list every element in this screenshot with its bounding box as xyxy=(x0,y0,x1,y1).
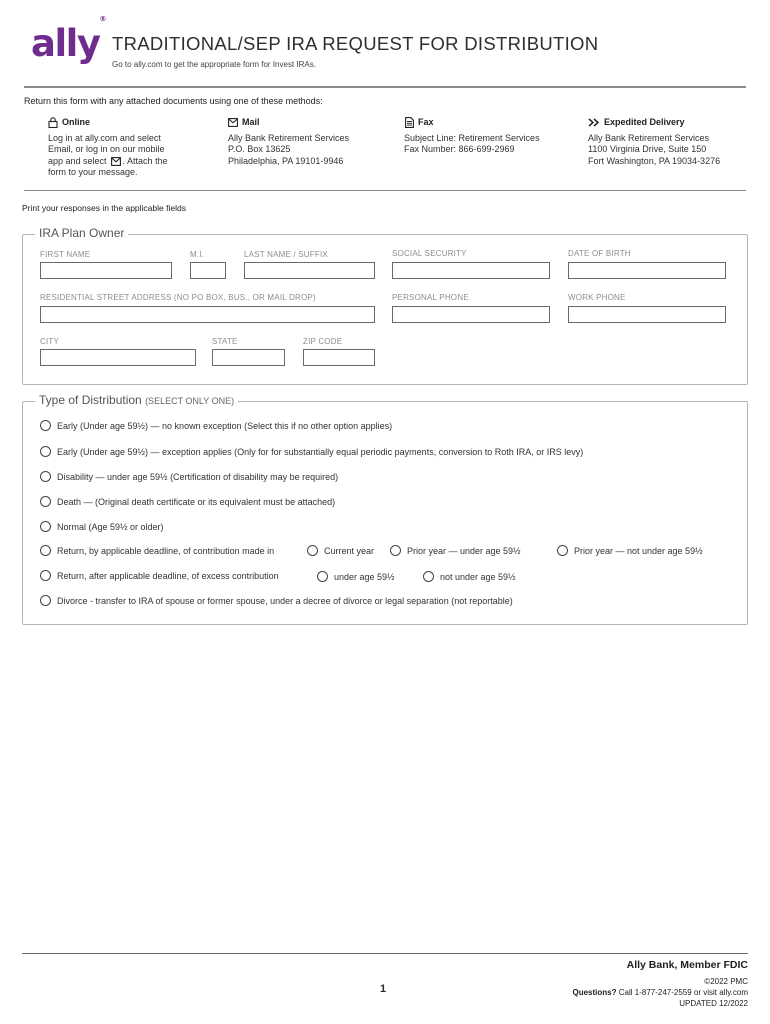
radio-button[interactable] xyxy=(557,545,568,556)
method-line: Email, or log in on our mobile xyxy=(48,144,165,154)
footer-bank: Ally Bank, Member FDIC xyxy=(626,959,748,971)
double-chevron-icon xyxy=(588,118,600,128)
address-label: RESIDENTIAL STREET ADDRESS (NO PO BOX, BUS., OR MAIL DROP) xyxy=(40,293,316,302)
radio-button[interactable] xyxy=(307,545,318,556)
distribution-type-section xyxy=(22,401,748,625)
distribution-type-note: (SELECT ONLY ONE) xyxy=(145,396,235,406)
method-mail-label: Mail xyxy=(242,117,260,127)
radio-button[interactable] xyxy=(423,571,434,582)
suboption-prior-year-under[interactable] xyxy=(390,545,521,556)
suboption-label: Current year xyxy=(324,545,375,556)
footer-questions-text: Call 1-877-247-2559 or visit ally.com xyxy=(618,988,748,997)
personal-phone-field[interactable] xyxy=(392,306,550,323)
method-fax xyxy=(404,117,540,156)
form-title: TRADITIONAL/SEP IRA REQUEST FOR DISTRIBUTION xyxy=(112,33,599,54)
radio-button[interactable] xyxy=(40,420,51,431)
option-label: Early (Under age 59½) — no known exception (Select this if no other option applies) xyxy=(57,420,393,431)
state-label: STATE xyxy=(212,337,238,346)
method-line: Fax Number: 866-699-2969 xyxy=(404,144,515,154)
first-name-label: FIRST NAME xyxy=(40,250,91,259)
ssn-field[interactable] xyxy=(392,262,550,279)
work-phone-field[interactable] xyxy=(568,306,726,323)
suboption-label: not under age 59½ xyxy=(440,571,516,582)
option-divorce[interactable] xyxy=(40,595,513,606)
form-subtitle: Go to ally.com to get the appropriate form for Invest IRAs. xyxy=(112,60,316,69)
method-line: 1100 Virginia Drive, Suite 150 xyxy=(588,144,707,154)
method-fax-label: Fax xyxy=(418,117,434,127)
method-line: Subject Line: Retirement Services xyxy=(404,132,540,143)
footer-copyright: ©2022 PMC xyxy=(704,977,748,986)
option-label: Return, after applicable deadline, of excess contribution xyxy=(57,570,279,581)
radio-button[interactable] xyxy=(40,446,51,457)
method-mail xyxy=(228,117,349,167)
option-early-exception[interactable] xyxy=(40,446,583,457)
radio-button[interactable] xyxy=(390,545,401,556)
method-line: Log in at ally.com and select xyxy=(48,132,161,143)
suboption-excess-under[interactable] xyxy=(317,571,395,582)
dob-field[interactable] xyxy=(568,262,726,279)
city-field[interactable] xyxy=(40,349,196,366)
option-label: Return, by applicable deadline, of contribution made in xyxy=(57,545,275,556)
radio-button[interactable] xyxy=(40,471,51,482)
radio-button[interactable] xyxy=(40,545,51,556)
envelope-icon xyxy=(111,156,121,166)
radio-button[interactable] xyxy=(40,570,51,581)
address-field[interactable] xyxy=(40,306,375,323)
suboption-current-year[interactable] xyxy=(307,545,374,556)
distribution-type-title: Type of Distribution xyxy=(39,393,142,407)
option-normal[interactable] xyxy=(40,521,164,532)
ssn-label: SOCIAL SECURITY xyxy=(392,249,467,258)
method-line: Ally Bank Retirement Services xyxy=(588,132,710,143)
footer-questions-label: Questions? xyxy=(572,988,617,997)
last-name-field[interactable] xyxy=(244,262,375,279)
zip-label: ZIP CODE xyxy=(303,337,343,346)
radio-button[interactable] xyxy=(317,571,328,582)
method-expedited-label: Expedited Delivery xyxy=(604,117,685,127)
personal-phone-label: PERSONAL PHONE xyxy=(392,293,469,302)
return-instructions: Return this form with any attached documents using one of these methods: xyxy=(24,96,323,106)
method-online xyxy=(48,117,168,179)
first-name-field[interactable] xyxy=(40,262,172,279)
method-line: Fort Washington, PA 19034-3276 xyxy=(588,155,721,166)
footer-divider xyxy=(22,953,748,954)
suboption-label: under age 59½ xyxy=(334,571,395,582)
method-line: . Attach the xyxy=(122,155,168,166)
footer-updated: UPDATED 12/2022 xyxy=(679,999,748,1008)
option-label: Disability — under age 59½ (Certification of disability may be required) xyxy=(57,471,339,482)
option-early-no-exception[interactable] xyxy=(40,420,392,431)
envelope-icon xyxy=(228,118,238,128)
suboption-excess-not-under[interactable] xyxy=(423,571,516,582)
suboption-label: Prior year — under age 59½ xyxy=(407,545,521,556)
option-disability[interactable] xyxy=(40,471,338,482)
suboption-prior-year-not-under[interactable] xyxy=(557,545,703,556)
divider xyxy=(24,86,746,88)
option-label: Divorce - transfer to IRA of spouse or former spouse, under a decree of divorce or legal separation (not reportable) xyxy=(57,595,513,606)
dob-label: DATE OF BIRTH xyxy=(568,249,631,258)
radio-button[interactable] xyxy=(40,496,51,507)
method-expedited xyxy=(588,117,720,167)
radio-button[interactable] xyxy=(40,595,51,606)
fax-icon xyxy=(404,118,414,128)
zip-field[interactable] xyxy=(303,349,375,366)
option-label: Normal (Age 59½ or older) xyxy=(57,521,164,532)
work-phone-label: WORK PHONE xyxy=(568,293,626,302)
option-label: Death — (Original death certificate or its equivalent must be attached) xyxy=(57,496,336,507)
option-label: Early (Under age 59½) — exception applies (Only for for substantially equal periodic payments, conversion to Roth IRA, or IRS levy) xyxy=(57,446,584,457)
method-line: form to your message. xyxy=(48,167,138,177)
option-return-excess[interactable] xyxy=(40,570,279,581)
ally-logo: ally® xyxy=(31,14,107,65)
method-line: P.O. Box 13625 xyxy=(228,144,291,154)
lock-icon xyxy=(48,118,58,128)
radio-button[interactable] xyxy=(40,521,51,532)
ira-plan-owner-legend: IRA Plan Owner xyxy=(35,226,128,240)
page-number: 1 xyxy=(380,983,387,995)
print-instruction: Print your responses in the applicable fields xyxy=(22,203,186,213)
state-field[interactable] xyxy=(212,349,285,366)
divider xyxy=(24,190,746,191)
mi-field[interactable] xyxy=(190,262,226,279)
option-death[interactable] xyxy=(40,496,335,507)
mi-label: M.I. xyxy=(190,250,205,259)
method-line: Philadelphia, PA 19101-9946 xyxy=(228,155,344,166)
suboption-label: Prior year — not under age 59½ xyxy=(574,545,703,556)
method-line: app and select xyxy=(48,155,107,166)
distribution-type-legend xyxy=(35,393,238,407)
footer-questions xyxy=(573,988,749,997)
last-name-label: LAST NAME / SUFFIX xyxy=(244,250,328,259)
method-line: Ally Bank Retirement Services xyxy=(228,132,350,143)
option-return-contribution[interactable] xyxy=(40,545,274,556)
city-label: CITY xyxy=(40,337,60,346)
method-online-label: Online xyxy=(62,117,91,127)
